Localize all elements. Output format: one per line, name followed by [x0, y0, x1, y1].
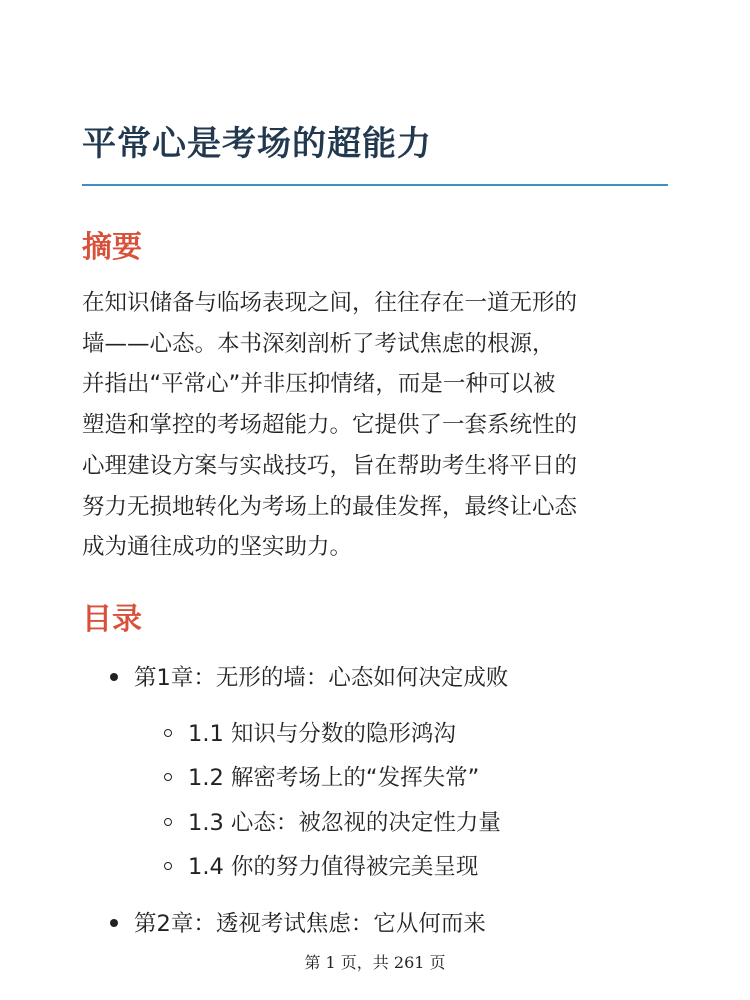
bullet-disc-icon	[110, 673, 118, 681]
page-number: 第 1 页，共 261 页	[304, 953, 446, 972]
toc-heading: 目录	[82, 602, 142, 637]
toc-chapter-2[interactable]: 第2章：透视考试焦虑：它从何而来	[134, 911, 486, 937]
abstract-line: 心理建设方案与实战技巧，旨在帮助考生将平日的	[82, 452, 578, 479]
abstract-line: 墙——心态。本书深刻剖析了考试焦虑的根源，	[82, 330, 555, 357]
bullet-disc-icon	[110, 919, 118, 927]
document-title: 平常心是考场的超能力	[82, 124, 432, 164]
abstract-heading: 摘要	[82, 230, 142, 265]
abstract-line: 并指出“平常心”并非压抑情绪，而是一种可以被	[82, 371, 556, 398]
toc-section-1-3[interactable]: 1.3 心态：被忽视的决定性力量	[188, 810, 501, 836]
bullet-circle-icon	[164, 773, 172, 781]
toc-section-1-4[interactable]: 1.4 你的努力值得被完美呈现	[188, 854, 479, 880]
abstract-line: 塑造和掌控的考场超能力。它提供了一套系统性的	[82, 412, 578, 439]
bullet-circle-icon	[164, 862, 172, 870]
bullet-circle-icon	[164, 729, 172, 737]
bullet-circle-icon	[164, 818, 172, 826]
abstract-line: 在知识储备与临场表现之间，往往存在一道无形的	[82, 290, 578, 316]
abstract-line: 成为通往成功的坚实助力。	[82, 534, 353, 561]
abstract-line: 努力无损地转化为考场上的最佳发挥，最终让心态	[82, 493, 578, 520]
abstract-body	[82, 283, 672, 568]
toc-section-1-1[interactable]: 1.1 知识与分数的隐形鸿沟	[188, 721, 456, 747]
title-divider	[82, 184, 668, 186]
toc-section-1-2[interactable]: 1.2 解密考场上的“发挥失常”	[188, 765, 480, 791]
toc-chapter-1[interactable]: 第1章：无形的墙：心态如何决定成败	[134, 665, 509, 691]
